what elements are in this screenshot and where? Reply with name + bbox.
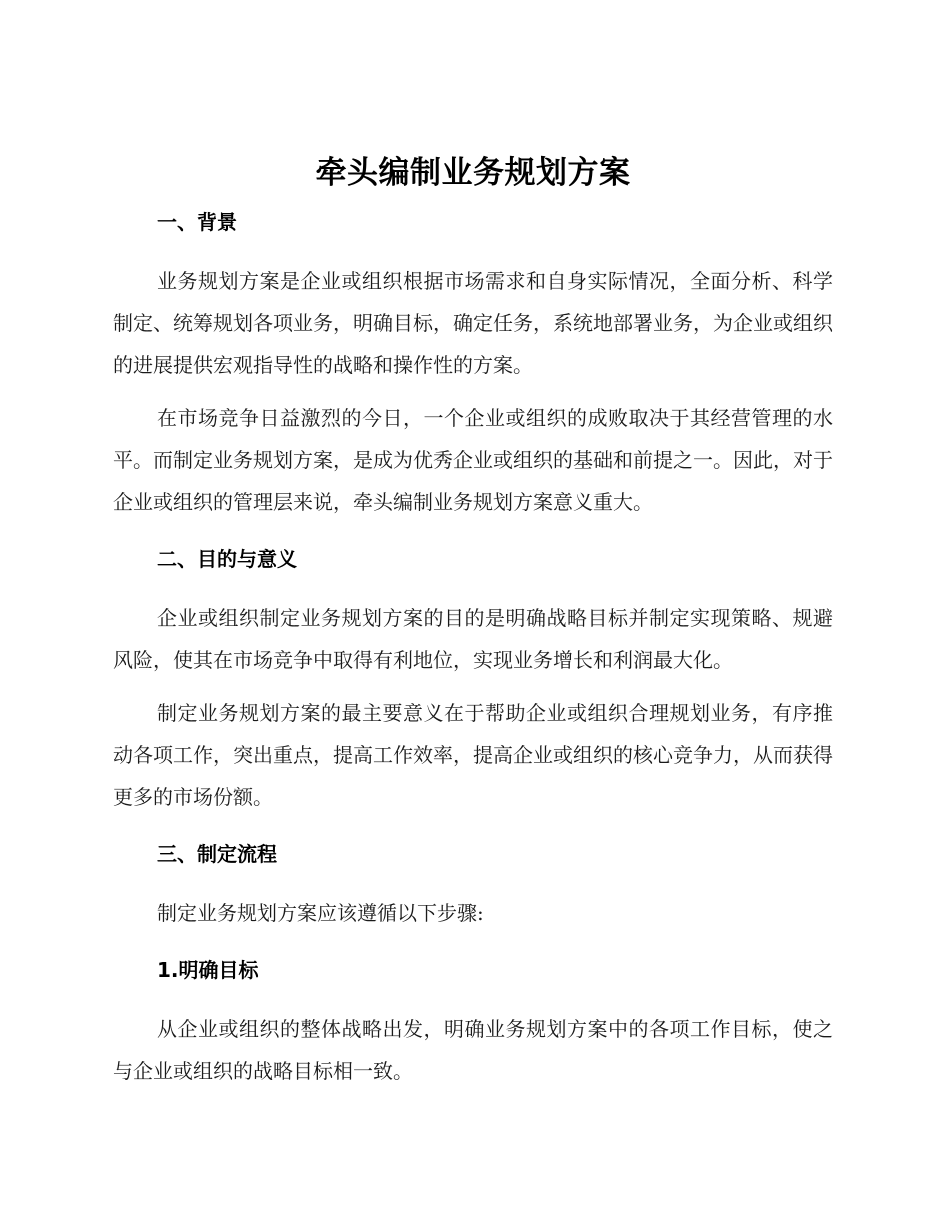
paragraph: 企业或组织制定业务规划方案的目的是明确战略目标并制定实现策略、规避风险，使其在市场竞争中取得有利地位，实现业务增长和利润最大化。 [113,606,833,672]
subsection-heading-clarify-goals: 1.明确目标 [157,958,259,982]
paragraph: 制定业务规划方案应该遵循以下步骤: [157,901,484,925]
section-heading-process: 三、制定流程 [157,842,277,866]
paragraph: 从企业或组织的整体战略出发，明确业务规划方案中的各项工作目标，使之与企业或组织的战略目标相一致。 [113,1017,833,1083]
document-title: 牵头编制业务规划方案 [315,155,631,191]
section-heading-background: 一、背景 [157,210,237,234]
paragraph: 在市场竞争日益激烈的今日，一个企业或组织的成败取决于其经营管理的水平。而制定业务规划方案，是成为优秀企业或组织的基础和前提之一。因此，对于企业或组织的管理层来说，牵头编制业务规划方案意义重大。 [113,406,833,514]
paragraph: 业务规划方案是企业或组织根据市场需求和自身实际情况，全面分析、科学制定、统筹规划各项业务，明确目标，确定任务，系统地部署业务，为企业或组织的进展提供宏观指导性的战略和操作性的方案。 [113,269,833,377]
document-body [113,150,833,1092]
paragraph: 制定业务规划方案的最主要意义在于帮助企业或组织合理规划业务，有序推动各项工作，突出重点，提高工作效率，提高企业或组织的核心竞争力，从而获得更多的市场份额。 [113,701,833,809]
section-heading-purpose: 二、目的与意义 [157,547,297,571]
